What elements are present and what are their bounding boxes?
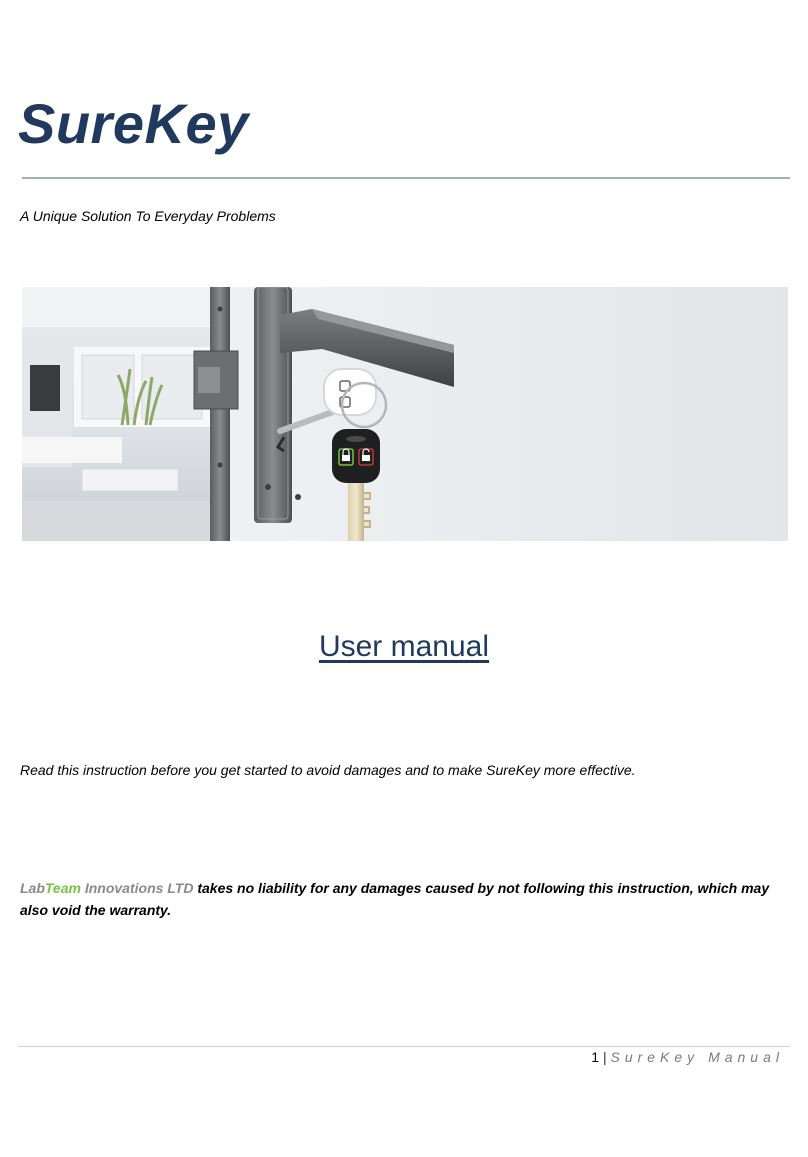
hero-image: [22, 287, 788, 541]
page-number: 1: [591, 1049, 600, 1065]
page-footer: [591, 1049, 784, 1065]
white-tag: [324, 369, 376, 415]
company-name-lab: Lab: [20, 880, 45, 896]
disclaimer-text: takes no liability for any damages caused by not following this instruction, which may also void the warranty.: [20, 880, 770, 918]
title-divider: [22, 177, 790, 179]
brand-title: SureKey: [18, 92, 249, 155]
footer-doc-title: SureKey Manual: [610, 1049, 784, 1065]
manual-heading: User manual: [318, 630, 490, 663]
read-instruction-note: Read this instruction before you get started to avoid damages and to make SureKey more effective.: [20, 762, 636, 778]
hanging-key: [348, 483, 364, 541]
footer-divider: [18, 1046, 790, 1047]
tagline: A Unique Solution To Everyday Problems: [20, 208, 276, 224]
company-name-rest: Innovations LTD: [80, 880, 194, 896]
hero-illustration: [22, 287, 788, 541]
liability-disclaimer: [20, 877, 788, 921]
company-name-team: Team: [44, 880, 81, 896]
footer-separator: |: [599, 1049, 611, 1065]
door-edge: [210, 287, 230, 541]
